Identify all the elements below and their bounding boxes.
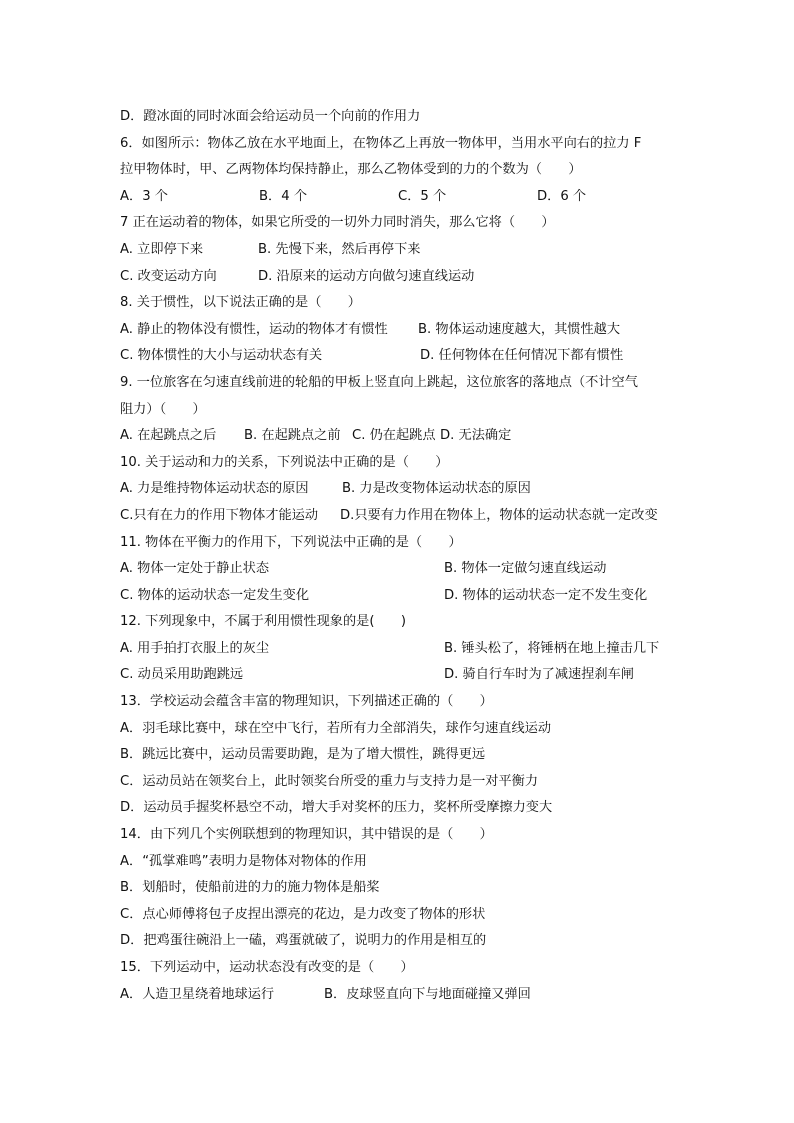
q6-stem-line1: 6．如图所示：物体乙放在水平地面上，在物体乙上再放一物体甲，当用水平向右的拉力 F	[120, 135, 642, 151]
q9-option-a: A. 在起跳点之后	[120, 428, 217, 444]
q10-option-c: C.只有在力的作用下物体才能运动	[120, 507, 319, 523]
q6-options	[120, 184, 680, 211]
q7-options-row1	[120, 237, 680, 264]
q13-stem: 13．学校运动会蕴含丰富的物理知识，下列描述正确的（ ）	[120, 694, 493, 710]
q8-option-a: A. 静止的物体没有惯性，运动的物体才有惯性	[120, 321, 388, 337]
q11-option-d: D. 物体的运动状态一定不发生变化	[444, 587, 648, 603]
q10-option-a: A. 力是维持物体运动状态的原因	[120, 481, 309, 497]
q9-option-d: D. 无法确定	[440, 428, 512, 444]
q9-option-b: B. 在起跳点之前	[244, 428, 341, 444]
q15-options-row1	[120, 982, 680, 1009]
q8-option-d: D. 任何物体在任何情况下都有惯性	[420, 348, 624, 364]
q8-stem: 8. 关于惯性，以下说法正确的是（ ）	[120, 295, 361, 311]
q8-option-c: C. 物体惯性的大小与运动状态有关	[120, 348, 323, 364]
q13-option-d: D．运动员手握奖杯悬空不动，增大手对奖杯的压力，奖杯所受摩擦力变大	[120, 800, 553, 816]
q8-option-b: B. 物体运动速度越大，其惯性越大	[418, 321, 621, 337]
q6-option-c: C．5 个	[398, 188, 447, 204]
q14-option-c: C．点心师傅将包子皮捏出漂亮的花边，是力改变了物体的形状	[120, 906, 486, 922]
q11-option-c: C. 物体的运动状态一定发生变化	[120, 587, 310, 603]
q7-options-row2	[120, 264, 680, 291]
q12-option-b: B. 锤头松了，将锤柄在地上撞击几下	[444, 640, 660, 656]
q7-option-a: A. 立即停下来	[120, 241, 204, 257]
q13-option-b: B．跳远比赛中，运动员需要助跑，是为了增大惯性，跳得更远	[120, 747, 486, 763]
q11-stem: 11. 物体在平衡力的作用下，下列说法中正确的是（ ）	[120, 534, 462, 550]
q7-option-b: B. 先慢下来，然后再停下来	[258, 241, 421, 257]
q14-option-d: D．把鸡蛋往碗沿上一磕，鸡蛋就破了，说明力的作用是相互的	[120, 933, 487, 949]
q13-option-c: C．运动员站在领奖台上，此时领奖台所受的重力与支持力是一对平衡力	[120, 773, 539, 789]
q10-stem: 10. 关于运动和力的关系，下列说法中正确的是（ ）	[120, 454, 449, 470]
exam-page	[120, 104, 680, 1008]
q7-stem: 7 正在运动着的物体，如果它所受的一切外力同时消失，那么它将（ ）	[120, 215, 555, 231]
q12-options-row2	[120, 662, 680, 689]
q8-options-row2	[120, 343, 680, 370]
q9-options	[120, 423, 680, 450]
q9-option-c: C. 仍在起跳点	[352, 428, 436, 444]
q6-stem-line2: 拉甲物体时，甲、乙两物体均保持静止，那么乙物体受到的力的个数为（ ）	[120, 162, 582, 178]
q12-stem: 12. 下列现象中，不属于利用惯性现象的是( )	[120, 614, 407, 630]
q6-option-d: D．6 个	[537, 188, 587, 204]
q7-option-c: C. 改变运动方向	[120, 268, 217, 284]
q12-options-row1	[120, 636, 680, 663]
q10-option-d: D.只要有力作用在物体上，物体的运动状态就一定改变	[340, 507, 658, 523]
q14-option-b: B．划船时，使船前进的力的施力物体是船桨	[120, 880, 380, 896]
q14-stem: 14．由下列几个实例联想到的物理知识，其中错误的是（ ）	[120, 827, 493, 843]
q9-stem-line2: 阻力）（ ）	[120, 401, 206, 417]
q11-option-a: A. 物体一定处于静止状态	[120, 561, 270, 577]
q14-option-a: A．“孤掌难鸣”表明力是物体对物体的作用	[120, 853, 367, 869]
q15-option-a: A．人造卫星绕着地球运行	[120, 986, 275, 1002]
q10-option-b: B. 力是改变物体运动状态的原因	[342, 481, 531, 497]
q12-option-d: D. 骑自行车时为了减速捏刹车闸	[444, 667, 634, 683]
q11-option-b: B. 物体一定做匀速直线运动	[444, 561, 607, 577]
q15-option-b: B．皮球竖直向下与地面碰撞又弹回	[324, 986, 531, 1002]
q11-options-row1	[120, 556, 680, 583]
q11-options-row2	[120, 583, 680, 610]
q7-option-d: D. 沿原来的运动方向做匀速直线运动	[258, 268, 475, 284]
q6-option-a: A．3 个	[120, 188, 168, 204]
q5-option-d: D．蹬冰面的同时冰面会给运动员一个向前的作用力	[120, 109, 421, 124]
q8-options-row1	[120, 317, 680, 344]
q12-option-c: C. 动员采用助跑跳远	[120, 667, 244, 683]
q6-option-b: B．4 个	[259, 188, 308, 204]
q10-options-row1	[120, 476, 680, 503]
q15-stem: 15．下列运动中，运动状态没有改变的是（ ）	[120, 960, 414, 975]
q10-options-row2	[120, 503, 680, 530]
q13-option-a: A．羽毛球比赛中，球在空中飞行，若所有力全部消失，球作匀速直线运动	[120, 720, 552, 736]
q12-option-a: A. 用手拍打衣服上的灰尘	[120, 640, 270, 656]
q9-stem-line1: 9. 一位旅客在匀速直线前进的轮船的甲板上竖直向上跳起，这位旅客的落地点（不计空气	[120, 374, 638, 390]
